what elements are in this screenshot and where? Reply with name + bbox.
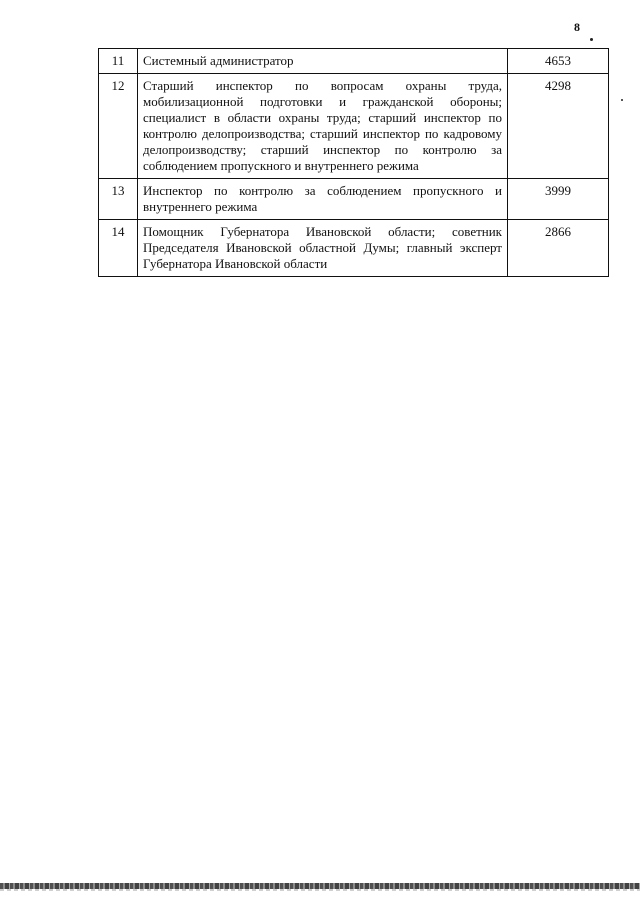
scan-speck bbox=[590, 38, 593, 41]
row-number: 12 bbox=[99, 74, 138, 179]
position-description: Инспектор по контролю за соблюдением пропускного и внутреннего режима bbox=[138, 179, 508, 220]
table-row bbox=[99, 179, 609, 220]
scan-speck bbox=[621, 99, 623, 101]
position-value: 4298 bbox=[508, 74, 609, 179]
table-row bbox=[99, 49, 609, 74]
position-description: Помощник Губернатора Ивановской области; советник Председателя Ивановской областной Думы; главный эксперт Губернатора Ивановской области bbox=[138, 220, 508, 277]
table-row bbox=[99, 220, 609, 277]
row-number: 11 bbox=[99, 49, 138, 74]
table-row bbox=[99, 74, 609, 179]
row-number: 14 bbox=[99, 220, 138, 277]
position-value: 2866 bbox=[508, 220, 609, 277]
positions-table bbox=[98, 48, 609, 277]
position-value: 3999 bbox=[508, 179, 609, 220]
position-description: Старший инспектор по вопросам охраны труда, мобилизационной подготовки и гражданской обороны; специалист в области охраны труда; старший инспектор по контролю делопроизводства; старший инспектор по кадровому делопроизводству; старший инспектор по контролю за соблюдением пропускного и внутреннего режима bbox=[138, 74, 508, 179]
position-description: Системный администратор bbox=[138, 49, 508, 74]
scan-artifact-edge bbox=[0, 889, 640, 891]
page-number: 8 bbox=[574, 20, 580, 34]
row-number: 13 bbox=[99, 179, 138, 220]
position-value: 4653 bbox=[508, 49, 609, 74]
